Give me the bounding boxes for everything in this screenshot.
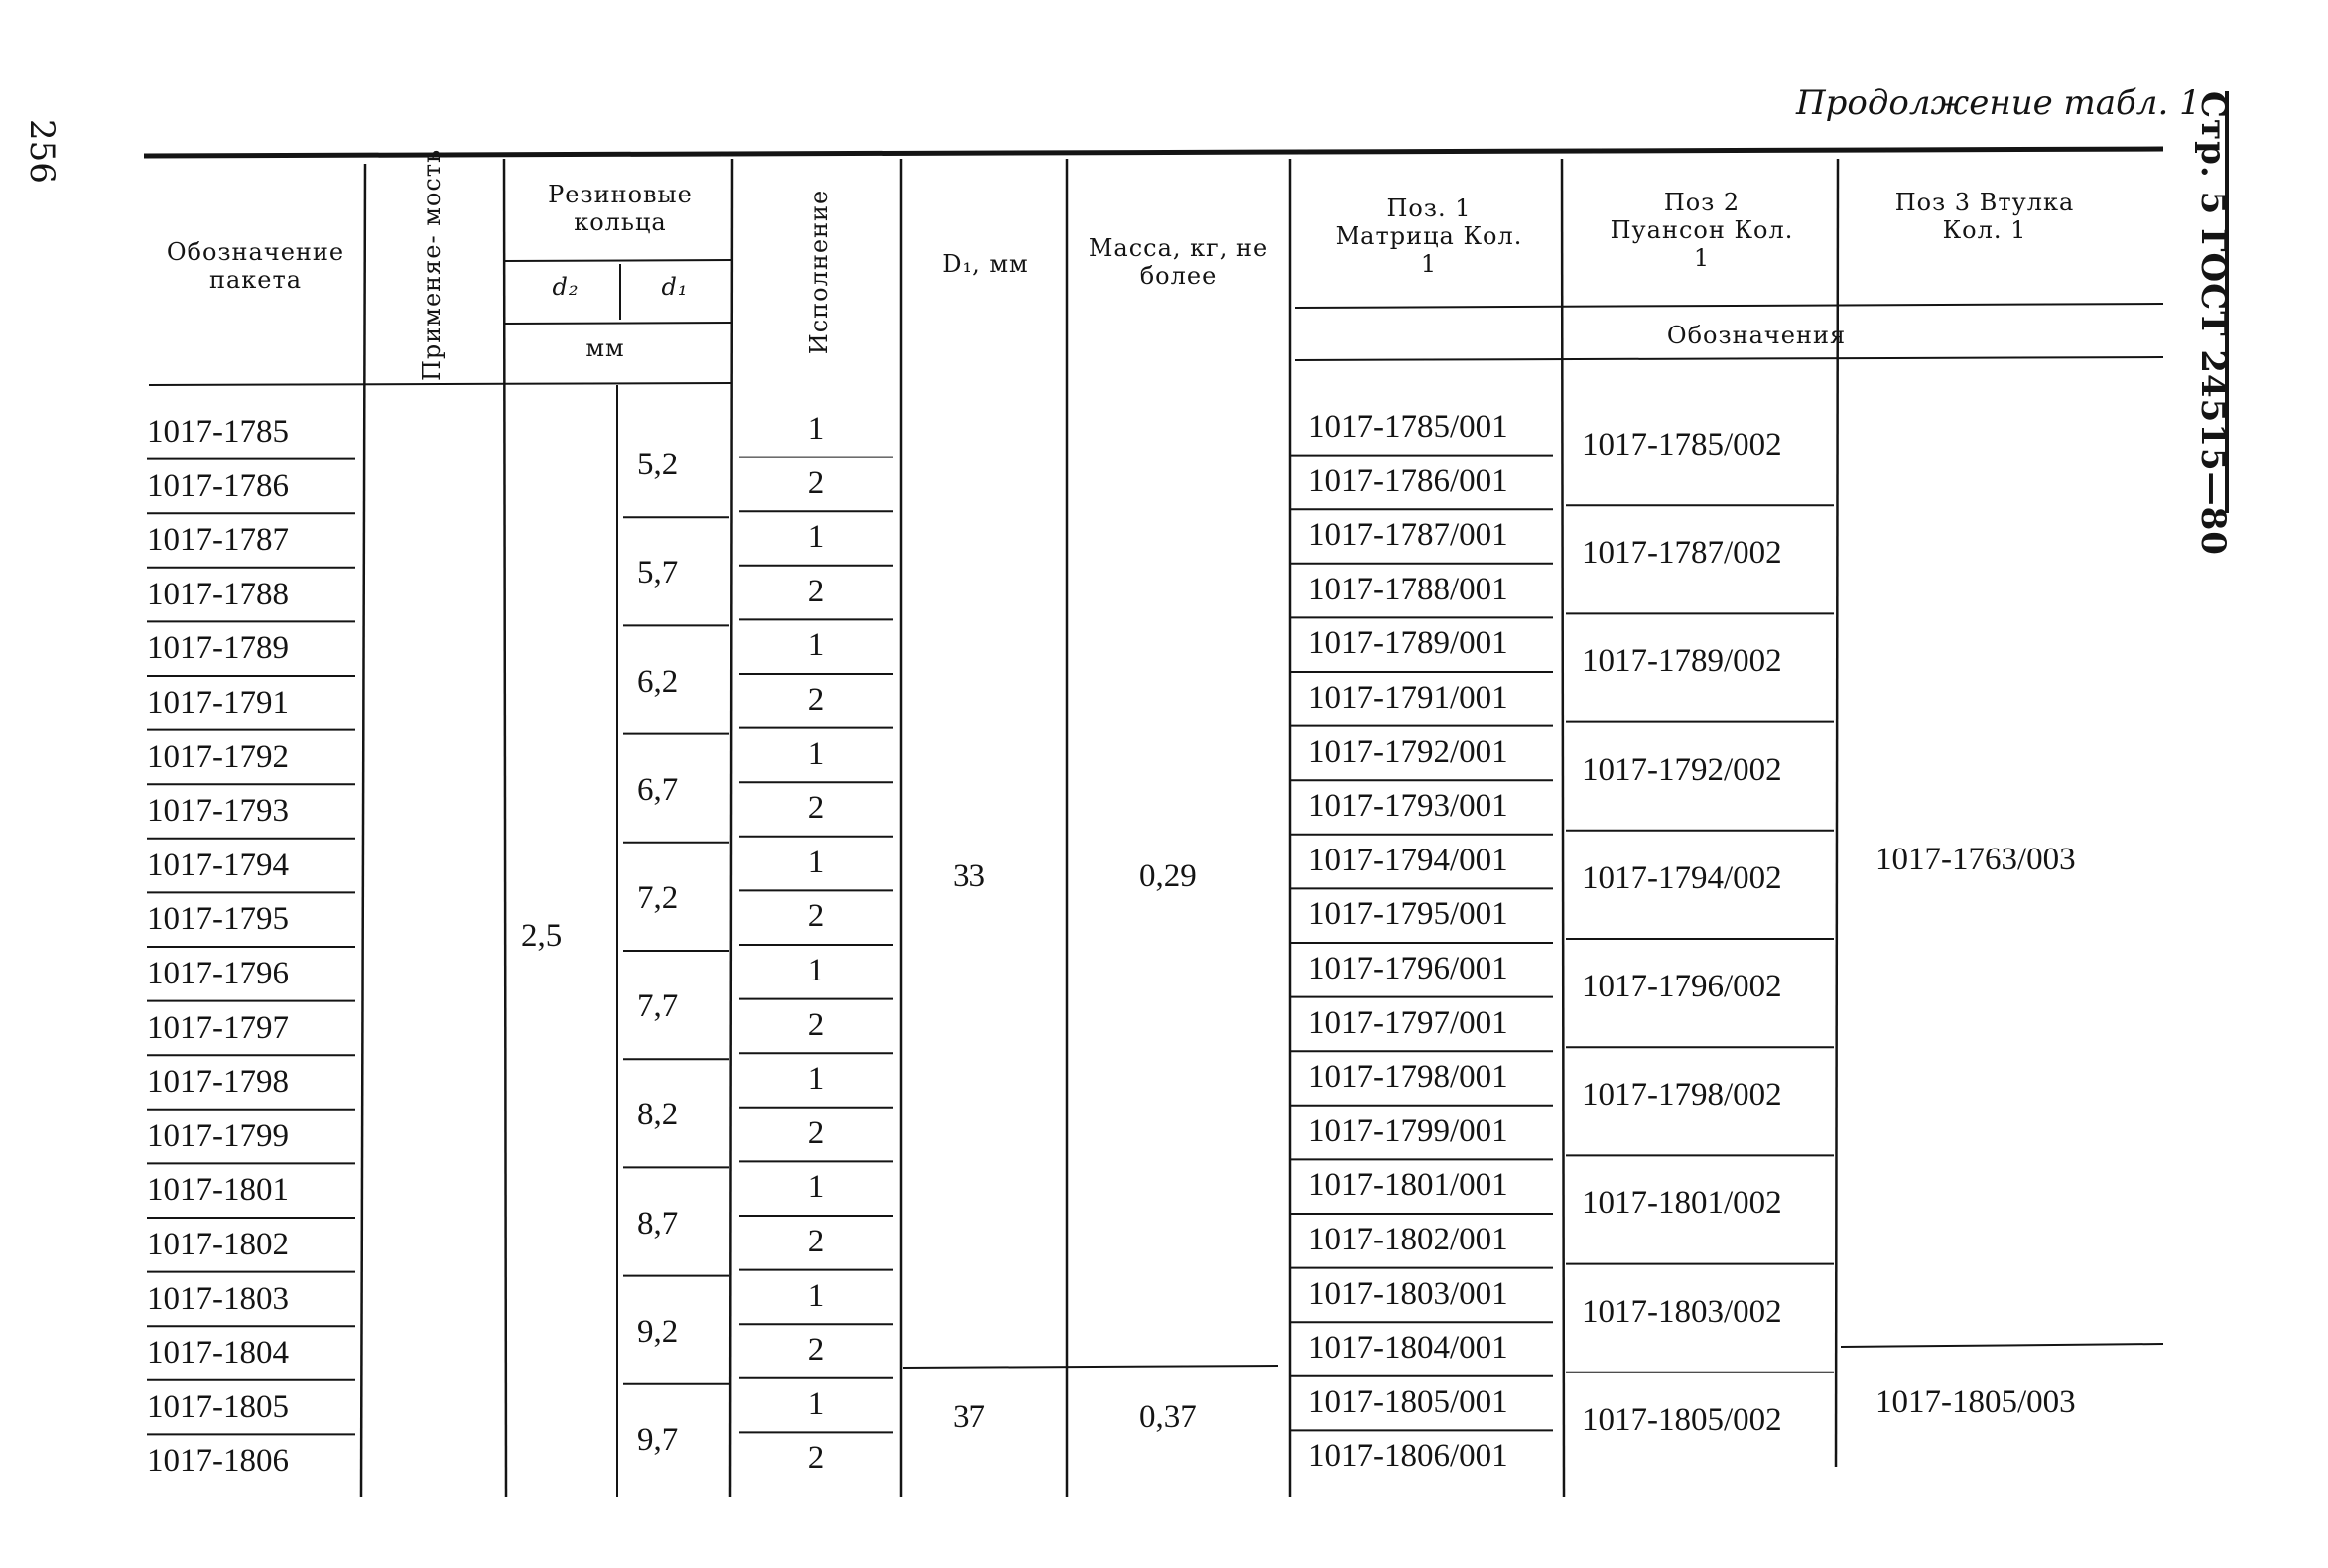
row-designation: 1017-1803 (147, 1280, 289, 1317)
header-designation: Обозначение пакета (166, 238, 345, 294)
row-designation: 1017-1786 (147, 467, 289, 504)
D1-value-2: 37 (953, 1399, 985, 1435)
row-pos1: 1017-1806/001 (1308, 1438, 1508, 1475)
pos2-value: 1017-1801/002 (1582, 1185, 1782, 1222)
d2-value: 2,5 (521, 918, 563, 954)
header-D1: D₁, мм (942, 250, 1029, 278)
row-designation: 1017-1797 (147, 1009, 289, 1046)
header-designations: Обозначения (1666, 322, 1847, 349)
row-pos1: 1017-1803/001 (1308, 1275, 1508, 1312)
d1-value: 8,2 (637, 1097, 679, 1133)
pos2-value: 1017-1798/002 (1582, 1077, 1782, 1113)
row-designation: 1017-1793 (147, 793, 289, 830)
row-pos1: 1017-1791/001 (1308, 680, 1508, 716)
header-applicability: Применяе- мость (418, 148, 446, 381)
row-version: 2 (807, 573, 825, 609)
d1-value: 9,7 (637, 1422, 679, 1459)
row-designation: 1017-1806 (147, 1443, 289, 1480)
header-rubber-rings: Резиновые кольца (548, 181, 693, 236)
row-pos1: 1017-1786/001 (1308, 462, 1508, 499)
row-pos1: 1017-1788/001 (1308, 571, 1508, 607)
row-version: 2 (807, 1006, 825, 1043)
row-pos1: 1017-1796/001 (1308, 951, 1508, 986)
row-designation: 1017-1788 (147, 576, 289, 612)
row-pos1: 1017-1787/001 (1308, 517, 1508, 554)
pos2-value: 1017-1796/002 (1582, 969, 1782, 1005)
row-designation: 1017-1794 (147, 847, 289, 883)
row-designation: 1017-1787 (147, 522, 289, 559)
row-designation: 1017-1804 (147, 1335, 289, 1372)
row-version: 1 (807, 1385, 825, 1422)
row-designation: 1017-1795 (147, 901, 289, 938)
row-designation: 1017-1785 (147, 414, 289, 450)
pos2-value: 1017-1789/002 (1582, 643, 1782, 680)
row-version: 1 (807, 735, 825, 772)
row-pos1: 1017-1785/001 (1308, 409, 1508, 445)
header-mass: Масса, кг, не более (1088, 234, 1269, 290)
table-continuation-caption: Продолжение табл. 1 (1796, 83, 2201, 123)
pos3-value-2: 1017-1805/003 (1875, 1384, 2076, 1420)
row-pos1: 1017-1789/001 (1308, 625, 1508, 662)
row-designation: 1017-1802 (147, 1227, 289, 1262)
row-version: 2 (807, 898, 825, 935)
row-pos1: 1017-1797/001 (1308, 1004, 1508, 1041)
row-version: 1 (807, 844, 825, 880)
d1-value: 6,2 (637, 663, 679, 700)
row-pos1: 1017-1794/001 (1308, 842, 1508, 878)
row-version: 1 (807, 1277, 825, 1314)
pos3-value-1: 1017-1763/003 (1875, 842, 2076, 877)
D1-value-1: 33 (953, 858, 985, 894)
row-version: 2 (807, 682, 825, 718)
header-d2: d₂ (552, 273, 580, 301)
row-pos1: 1017-1798/001 (1308, 1059, 1508, 1096)
row-pos1: 1017-1801/001 (1308, 1167, 1508, 1204)
pos2-value: 1017-1794/002 (1582, 859, 1782, 896)
d1-value: 5,7 (637, 555, 679, 591)
row-version: 2 (807, 1332, 825, 1369)
row-version: 1 (807, 411, 825, 447)
row-designation: 1017-1796 (147, 956, 289, 991)
header-pos1: Поз. 1 Матрица Кол. 1 (1335, 195, 1523, 278)
pos2-value: 1017-1787/002 (1582, 535, 1782, 572)
header-pos2: Поз 2 Пуансон Кол. 1 (1610, 189, 1794, 272)
header-pos3: Поз 3 Втулка Кол. 1 (1894, 189, 2075, 244)
row-pos1: 1017-1802/001 (1308, 1222, 1508, 1257)
row-pos1: 1017-1792/001 (1308, 733, 1508, 770)
d1-value: 7,7 (637, 988, 679, 1025)
page-number: 256 (22, 119, 62, 184)
row-designation: 1017-1792 (147, 738, 289, 775)
row-designation: 1017-1791 (147, 685, 289, 720)
row-pos1: 1017-1793/001 (1308, 788, 1508, 825)
row-pos1: 1017-1795/001 (1308, 896, 1508, 933)
row-designation: 1017-1798 (147, 1064, 289, 1101)
row-version: 1 (807, 519, 825, 556)
row-version: 2 (807, 1114, 825, 1151)
pos2-value: 1017-1785/002 (1582, 427, 1782, 463)
row-version: 2 (807, 1440, 825, 1477)
row-designation: 1017-1805 (147, 1388, 289, 1425)
row-designation: 1017-1799 (147, 1117, 289, 1154)
row-version: 2 (807, 1224, 825, 1259)
row-pos1: 1017-1799/001 (1308, 1112, 1508, 1149)
row-designation: 1017-1789 (147, 630, 289, 667)
header-version: Исполнение (805, 189, 833, 355)
pos2-value: 1017-1803/002 (1582, 1293, 1782, 1330)
row-version: 1 (807, 1061, 825, 1098)
header-mm: мм (585, 334, 625, 362)
row-version: 1 (807, 627, 825, 664)
row-designation: 1017-1801 (147, 1172, 289, 1209)
row-version: 2 (807, 464, 825, 501)
d1-value: 6,7 (637, 771, 679, 808)
row-version: 1 (807, 953, 825, 988)
header-d1: d₁ (661, 273, 689, 301)
d1-value: 5,2 (637, 447, 679, 483)
d1-value: 7,2 (637, 880, 679, 917)
side-header: Стр. 5 ГОСТ 24515—80 (2193, 91, 2233, 556)
row-version: 1 (807, 1169, 825, 1206)
d1-value: 8,7 (637, 1205, 679, 1241)
mass-value-1: 0,29 (1139, 858, 1197, 894)
row-pos1: 1017-1804/001 (1308, 1330, 1508, 1367)
mass-value-2: 0,37 (1139, 1399, 1197, 1435)
d1-value: 9,2 (637, 1313, 679, 1350)
pos2-value: 1017-1792/002 (1582, 751, 1782, 788)
pos2-value: 1017-1805/002 (1582, 1401, 1782, 1438)
row-pos1: 1017-1805/001 (1308, 1383, 1508, 1420)
row-version: 2 (807, 790, 825, 827)
